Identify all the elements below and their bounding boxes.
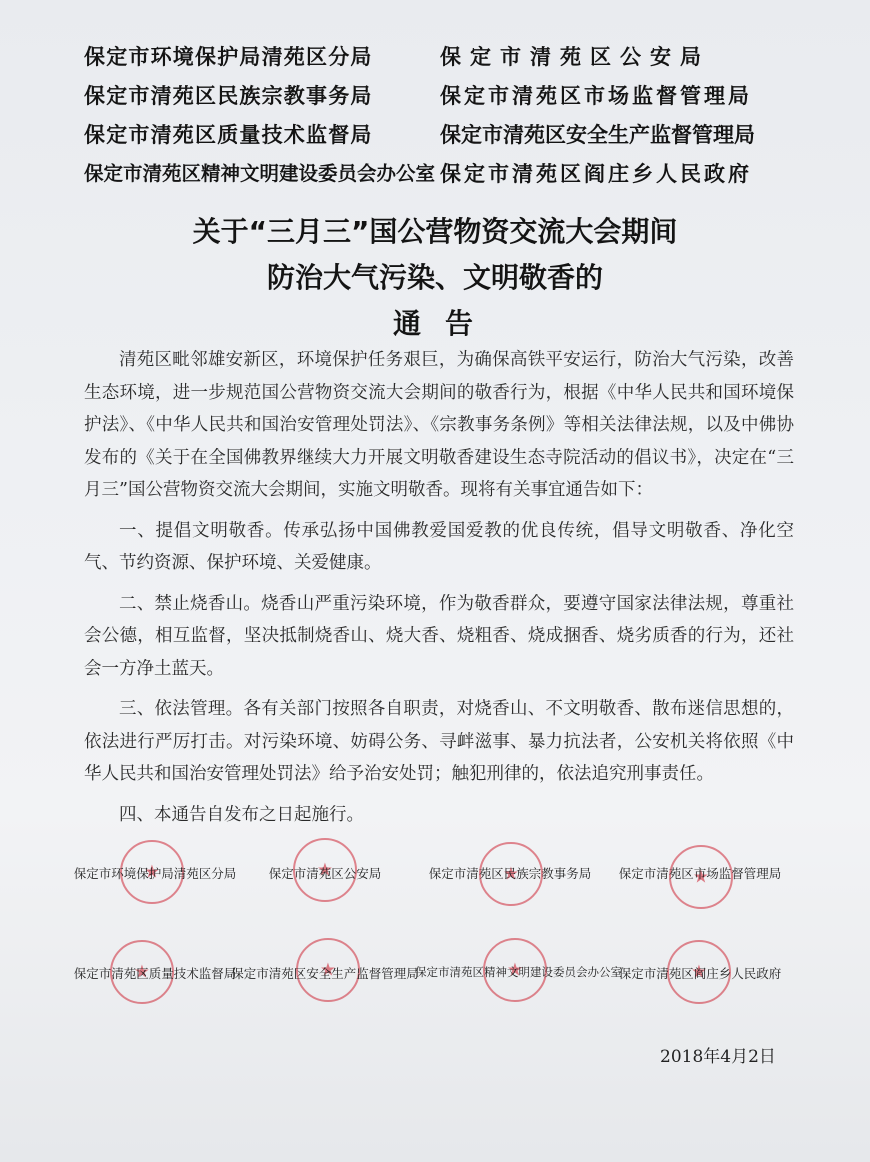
- signature-block: [415, 940, 622, 1010]
- issuer-quality-supervision: 保定市清苑区质量技术监督局: [84, 123, 373, 147]
- paragraph-item-1: 一、提倡文明敬香。传承弘扬中国佛教爱国爱教的优良传统，倡导文明敬香、净化空气、节约资源、保护环境、关爱健康。: [84, 520, 794, 573]
- signatory-name: 保定市清苑区民族宗教事务局: [428, 866, 592, 881]
- signatory-name: 保定市清苑区安全生产监督管理局: [231, 966, 419, 981]
- signature-seals: [60, 840, 820, 1010]
- title-line-2: 防治大气污染、文明敬香的: [266, 261, 603, 294]
- issuer-market-supervision: 保定市清苑区市场监督管理局: [440, 84, 752, 108]
- signatory-name: 保定市清苑区质量技术监督局: [73, 966, 237, 981]
- signature-block: [605, 940, 795, 1010]
- signature-block: [60, 940, 250, 1010]
- issuer-civilization-office: 保定市清苑区精神文明建设委员会办公室: [84, 162, 436, 185]
- title-line-3: 通告: [392, 307, 497, 340]
- issue-date: 2018年4月2日: [660, 1047, 776, 1067]
- signatory-name: 保定市环境保护局清苑区分局: [73, 866, 237, 881]
- paragraph-intro: 清苑区毗邻雄安新区，环境保护任务艰巨，为确保高铁平安运行，防治大气污染，改善生态环境，进一步规范国公营物资交流大会期间的敬香行为，根据《中华人民共和国环境保护法》、《中华人民共和国治安管理处罚法》、《宗教事务条例》等相关法律法规，以及中佛协发布的《关于在全国佛教界继续大力开展文明敬香建设生态寺院活动的倡议书》，决定在“三月三”国公营物资交流大会期间，实施文明敬香。现将有关事宜通告如下：: [84, 350, 794, 500]
- signature-block: [415, 840, 605, 910]
- paragraph-item-3: 三、依法管理。各有关部门按照各自职责，对烧香山、不文明敬香、散布迷信思想的，依法进行严厉打击。对污染环境、妨碍公务、寻衅滋事、暴力抗法者，公安机关将依照《中华人民共和国治安管理处罚法》给予治安处罚；触犯刑律的，依法追究刑事责任。: [84, 699, 794, 784]
- signatory-name: 保定市清苑区精神文明建设委员会办公室: [415, 965, 622, 979]
- issuing-agencies: [84, 42, 804, 189]
- paragraph-item-4: 四、本通告自发布之日起施行。: [119, 804, 364, 825]
- signature-block: [60, 840, 250, 910]
- issuer-yanzhuang-government: 保定市清苑区阎庄乡人民政府: [440, 162, 752, 186]
- issuer-environment: 保定市环境保护局清苑区分局: [84, 45, 373, 69]
- signatory-name: 保定市清苑区市场监督管理局: [618, 866, 782, 881]
- notice-body: [84, 344, 794, 839]
- issuer-work-safety: 保定市清苑区安全生产监督管理局: [440, 123, 755, 147]
- paragraph-item-2: 二、禁止烧香山。烧香山严重污染环境，作为敬香群众，要遵守国家法律法规，尊重社会公德，相互监督，坚决抵制烧香山、烧大香、烧粗香、烧成捆香、烧劣质香的行为，还社会一方净土蓝天。: [84, 593, 794, 679]
- title-line-1: 关于“三月三”国公营物资交流大会期间: [192, 215, 678, 248]
- signature-block: [230, 940, 420, 1010]
- issuer-police: 保定市清苑区公安局: [440, 45, 710, 69]
- signature-block: [230, 840, 420, 910]
- signature-block: [605, 840, 795, 910]
- issuer-religious-affairs: 保定市清苑区民族宗教事务局: [84, 84, 373, 108]
- signatory-name: 保定市清苑区阎庄乡人民政府: [618, 966, 782, 981]
- signatory-name: 保定市清苑区公安局: [268, 866, 382, 881]
